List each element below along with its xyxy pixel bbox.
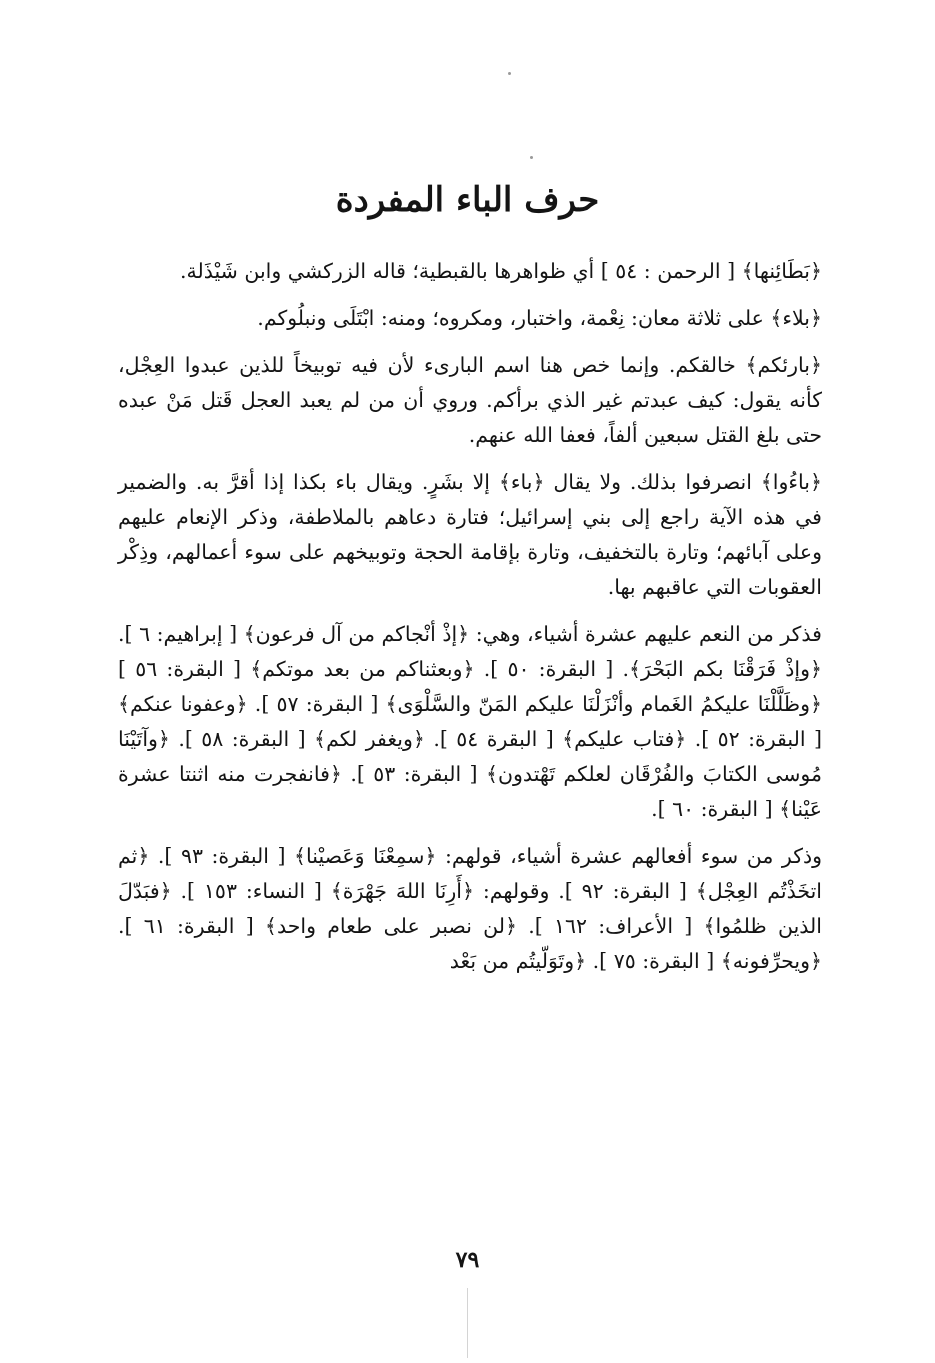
paragraph-misdeeds-list: وذكر من سوء أفعالهم عشرة أشياء، قولهم: ﴿سمِعْنَا وَعَصيْنا﴾ [ البقرة: ٩٣ ]. ﴿ثم اتخَذْتُم العِجْل﴾ [ البقرة: ٩٢ ]. وقولهم: ﴿أَرِنَا اللهَ جَهْرَة﴾ [ النساء: ١٥٣ ]. ﴿فبَدّلَ الذين ظلمُوا﴾ [ الأعراف: ١٦٢ ]. ﴿لن نصبر على طعام واحد﴾ [ البقرة: ٦١ ]. ﴿ويحرِّفونه﴾ [ البقرة: ٧٥ ]. ﴿وتَوَلّيتُم من بَعْد bbox=[118, 844, 822, 973]
page-body bbox=[118, 254, 822, 991]
page-title: حرف الباء المفردة bbox=[335, 180, 600, 220]
paragraph-bala: ﴿بلاء﴾ على ثلاثة معان: نِعْمة، واختبار، ومكروه؛ ومنه: ابْتَلَى ونبلُوكم. bbox=[257, 306, 822, 330]
paragraph-baau: ﴿باءُوا﴾ انصرفوا بذلك. ولا يقال ﴿باء﴾ إلا بشَرٍ. ويقال باء بكذا إذا أقرَّ به. والضمير في هذه الآية راجع إلى بني إسرائيل؛ فتارة دعاهم بالملاطفة، وذكر الإنعام عليهم وعلى آبائهم؛ وتارة بالتخفيف، وتارة بإقامة الحجة وتوبيخهم على سوء أعمالهم، وذِكْر العقوبات التي عاقبهم بها. bbox=[118, 470, 822, 599]
page-fold-line bbox=[467, 1288, 468, 1358]
page-number: ٧٩ bbox=[455, 1247, 480, 1273]
scan-speck bbox=[508, 72, 511, 75]
paragraph-bataiinuha: ﴿بَطَائِنها﴾ [ الرحمن : ٥٤ ] أي ظواهرها بالقبطية؛ قاله الزركشي وابن شَيْذَلة. bbox=[179, 259, 822, 283]
paragraph-blessings-list: فذكر من النعم عليهم عشرة أشياء، وهي: ﴿إذْ أنْجاكم من آل فرعون﴾ [ إبراهيم: ٦ ]. ﴿وإذْ فَرَقْنَا بكم البَحْرَ﴾. [ البقرة: ٥٠ ]. ﴿وبعثناكم من بعد موتكم﴾ [ البقرة: ٥٦ ] ﴿وظَلَّلْنَا عليكمُ الغَمام وأنْزَلْنَا عليكم المَنّ والسَّلْوَى﴾ [ البقرة: ٥٧ ]. ﴿وعفونا عنكم﴾ [ البقرة: ٥٢ ]. ﴿فتاب عليكم﴾ [ البقرة ٥٤ ]. ﴿ويغفر لكم﴾ [ البقرة: ٥٨ ]. ﴿وآتَيْنَا مُوسى الكتابَ والفُرْقَان لعلكم تَهْتدون﴾ [ البقرة: ٥٣ ]. ﴿فانفجرت منه اثنتا عشرة عَيْنا﴾ [ البقرة: ٦٠ ]. bbox=[118, 622, 823, 821]
paragraph-bariikum: ﴿بارئكم﴾ خالقكم. وإنما خص هنا اسم البارىء لأن فيه توبيخاً للذين عبدوا العِجْل، كأنه يقول: كيف عبدتم غير الذي برأكم. وروي أن من لم يعبد العجل قَتل مَنْ عبده حتى بلغ القتل سبعين ألفاً، فعفا الله عنهم. bbox=[118, 353, 822, 447]
scan-speck bbox=[530, 156, 533, 159]
